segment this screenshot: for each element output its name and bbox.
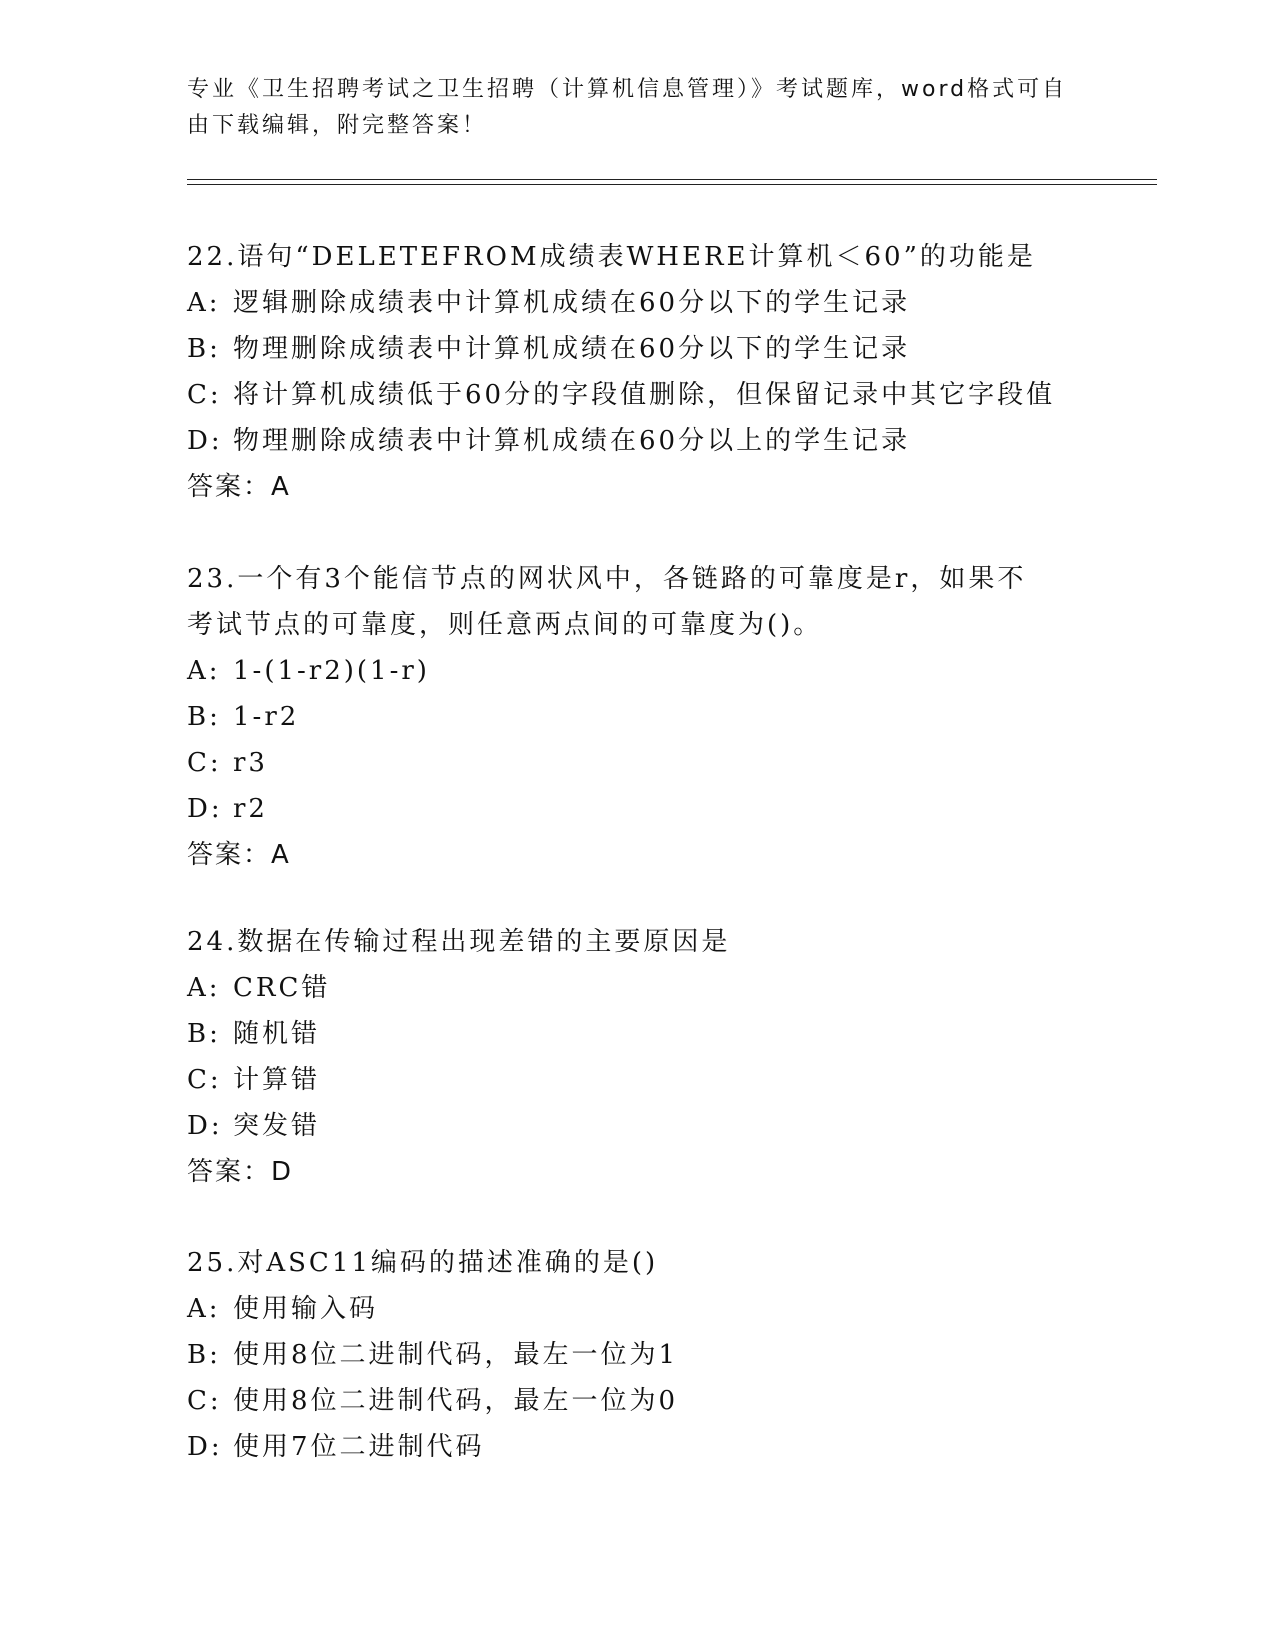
option-label: B: bbox=[187, 1019, 221, 1049]
option-text: r3 bbox=[233, 748, 268, 778]
option-d bbox=[187, 786, 1087, 832]
option-c bbox=[187, 1057, 1087, 1103]
option-text: 将计算机成绩低于60分的字段值删除，但保留记录中其它字段值 bbox=[233, 380, 1056, 410]
option-c bbox=[187, 372, 1087, 418]
option-label: A: bbox=[187, 656, 221, 686]
option-label: C: bbox=[187, 1065, 222, 1095]
question-22 bbox=[187, 234, 1087, 510]
option-a bbox=[187, 965, 1087, 1011]
option-text: 使用8位二进制代码，最左一位为1 bbox=[233, 1340, 679, 1370]
option-label: D: bbox=[187, 1432, 223, 1462]
option-text: 物理删除成绩表中计算机成绩在60分以下的学生记录 bbox=[233, 334, 911, 364]
option-d bbox=[187, 418, 1087, 464]
question-stem: 25.对ASC11编码的描述准确的是() bbox=[187, 1248, 659, 1278]
option-text: 使用7位二进制代码 bbox=[233, 1432, 485, 1462]
option-label: B: bbox=[187, 334, 221, 364]
question-23 bbox=[187, 556, 1087, 878]
option-text: 逻辑删除成绩表中计算机成绩在60分以下的学生记录 bbox=[233, 288, 911, 318]
option-text: 物理删除成绩表中计算机成绩在60分以上的学生记录 bbox=[233, 426, 911, 456]
option-text: 1-r2 bbox=[233, 702, 300, 732]
header-divider-bottom bbox=[187, 184, 1157, 185]
option-c bbox=[187, 740, 1087, 786]
answer: 答案：A bbox=[187, 840, 291, 870]
option-b bbox=[187, 326, 1087, 372]
option-text: 突发错 bbox=[233, 1111, 321, 1141]
option-label: A: bbox=[187, 973, 221, 1003]
option-d bbox=[187, 1424, 1087, 1470]
option-label: A: bbox=[187, 1294, 221, 1324]
option-text: 计算错 bbox=[233, 1065, 321, 1095]
option-label: C: bbox=[187, 380, 222, 410]
option-text: 1-(1-r2)(1-r) bbox=[233, 656, 430, 686]
option-label: D: bbox=[187, 1111, 223, 1141]
option-text: 使用输入码 bbox=[233, 1294, 379, 1324]
question-stem: 22.语句“DELETEFROM成绩表WHERE计算机＜60”的功能是 bbox=[187, 242, 1036, 272]
option-label: D: bbox=[187, 426, 223, 456]
option-text: r2 bbox=[233, 794, 268, 824]
question-stem: 23.一个有3个能信节点的网状风中，各链路的可靠度是r，如果不考试节点的可靠度，则任意两点间的可靠度为()。 bbox=[187, 564, 1027, 640]
option-a bbox=[187, 1286, 1087, 1332]
option-d bbox=[187, 1103, 1087, 1149]
option-b bbox=[187, 1011, 1087, 1057]
option-label: B: bbox=[187, 702, 221, 732]
option-text: 使用8位二进制代码，最左一位为0 bbox=[233, 1386, 679, 1416]
option-label: D: bbox=[187, 794, 223, 824]
document-header: 专业《卫生招聘考试之卫生招聘（计算机信息管理）》考试题库，word格式可自由下载编辑，附完整答案！ bbox=[187, 77, 1068, 138]
question-24 bbox=[187, 919, 1087, 1195]
question-stem: 24.数据在传输过程出现差错的主要原因是 bbox=[187, 927, 731, 957]
option-b bbox=[187, 694, 1087, 740]
answer: 答案：D bbox=[187, 1157, 294, 1187]
option-text: 随机错 bbox=[233, 1019, 321, 1049]
option-b bbox=[187, 1332, 1087, 1378]
option-c bbox=[187, 1378, 1087, 1424]
question-25 bbox=[187, 1240, 1087, 1470]
option-text: CRC错 bbox=[233, 973, 331, 1003]
option-label: C: bbox=[187, 1386, 222, 1416]
header-divider-top bbox=[187, 179, 1157, 180]
option-a bbox=[187, 280, 1087, 326]
option-label: A: bbox=[187, 288, 221, 318]
answer: 答案：A bbox=[187, 472, 291, 502]
option-label: C: bbox=[187, 748, 222, 778]
option-label: B: bbox=[187, 1340, 221, 1370]
option-a bbox=[187, 648, 1087, 694]
